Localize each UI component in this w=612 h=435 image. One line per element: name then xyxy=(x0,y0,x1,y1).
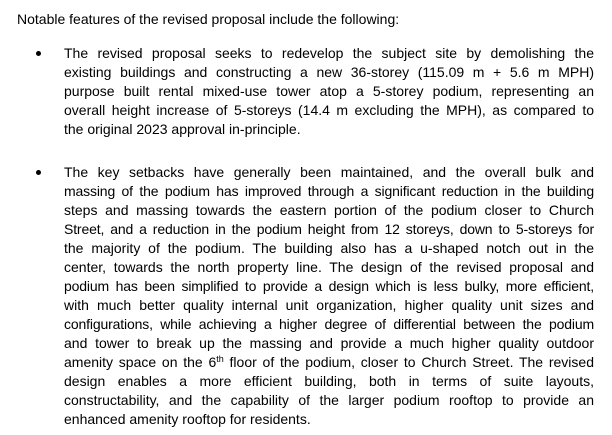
text-segment: amenity space on the 6 xyxy=(64,354,217,370)
bullet-icon xyxy=(36,51,41,56)
superscript: th xyxy=(216,354,224,364)
text-line: configurations, while achieving a higher degree of differential between the podium xyxy=(64,316,594,332)
text-line: with much better quality internal unit organization, higher quality unit sizes and xyxy=(64,297,594,313)
bullet-paragraph xyxy=(64,44,594,139)
text-line xyxy=(64,353,594,372)
text-line: center, towards the north property line. The design of the revised proposal and xyxy=(64,259,594,275)
bullet-icon xyxy=(36,170,41,175)
text-line: The key setbacks have generally been maintained, and the overall bulk and xyxy=(64,164,594,180)
text-line: the majority of the podium. The building also has a u-shaped notch out in the xyxy=(64,240,594,256)
text-line: The revised proposal seeks to redevelop the subject site by demolishing the xyxy=(64,45,594,61)
text-line: and tower to break up the massing and provide a much higher quality outdoor xyxy=(64,335,594,351)
text-line: podium has been simplified to provide a design which is less bulky, more efficient, xyxy=(64,278,594,294)
text-line: overall height increase of 5-storeys (14.4 m excluding the MPH), as compared to xyxy=(64,102,594,118)
text-line: constructability, and the capability of the larger podium rooftop to provide an xyxy=(64,392,594,408)
intro-paragraph: Notable features of the revised proposal include the following: xyxy=(17,11,400,27)
text-line: the original 2023 approval in-principle. xyxy=(64,121,301,137)
bullet-paragraph xyxy=(64,163,594,429)
text-line: enhanced amenity rooftop for residents. xyxy=(64,411,311,427)
text-line: design enables a more efficient building, both in terms of suite layouts, xyxy=(64,373,594,389)
text-line: Street, and a reduction in the podium height from 12 storeys, down to 5-storeys for xyxy=(64,221,594,237)
text-line: massing of the podium has improved through a significant reduction in the building xyxy=(64,183,594,199)
text-line: purpose built rental mixed-use tower atop a 5-storey podium, representing an xyxy=(64,83,594,99)
text-segment: floor of the podium, closer to Church Street. The revised xyxy=(223,354,594,370)
text-line: existing buildings and constructing a new 36-storey (115.09 m + 5.6 m MPH) xyxy=(64,64,594,80)
text-line: steps and massing towards the eastern portion of the podium closer to Church xyxy=(64,202,594,218)
